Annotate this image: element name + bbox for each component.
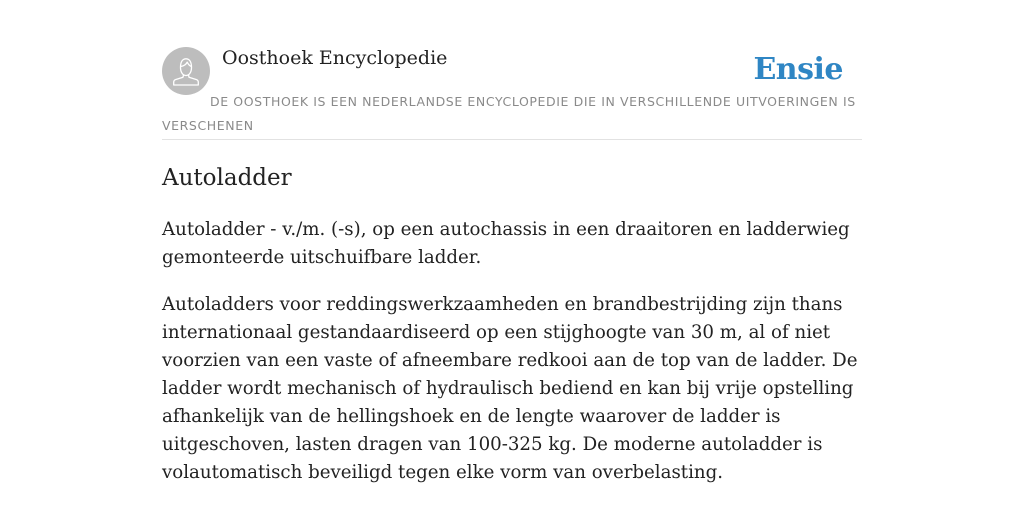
article-paragraph-definition: Autoladder - v./m. (-s), op een autochassis in een draaitoren en ladderwieg gemonteerde uitschuifbare ladder. <box>162 219 850 268</box>
user-silhouette-icon <box>162 47 210 95</box>
article-paragraph-body: Autoladders voor reddingswerkzaamheden en brandbestrijding zijn thans internationaal gestandaardiseerd op een stijghoogte van 30 m, al of niet voorzien van een vaste of afneembare redkooi aan de top van de ladder. De ladder wordt mechanisch of hydraulisch bediend en kan bij vrije opstelling afhankelijk van de hellingshoek en de lengte waarover de ladder is uitgeschoven, lasten dragen van 100-325 kg. De moderne autoladder is volautomatisch beveiligd tegen elke vorm van overbelasting. <box>162 294 858 483</box>
site-tagline: DE OOSTHOEK IS EEN NEDERLANDSE ENCYCLOPEDIE DIE IN VERSCHILLENDE UITVOERINGEN IS VERSCHENEN <box>162 94 856 133</box>
site-name[interactable]: Oosthoek Encyclopedie <box>222 47 448 69</box>
page <box>162 0 862 512</box>
avatar[interactable] <box>162 47 210 95</box>
article-title: Autoladder <box>162 165 292 191</box>
header-divider <box>162 139 862 140</box>
brand-logo[interactable]: Ensie <box>753 52 843 87</box>
